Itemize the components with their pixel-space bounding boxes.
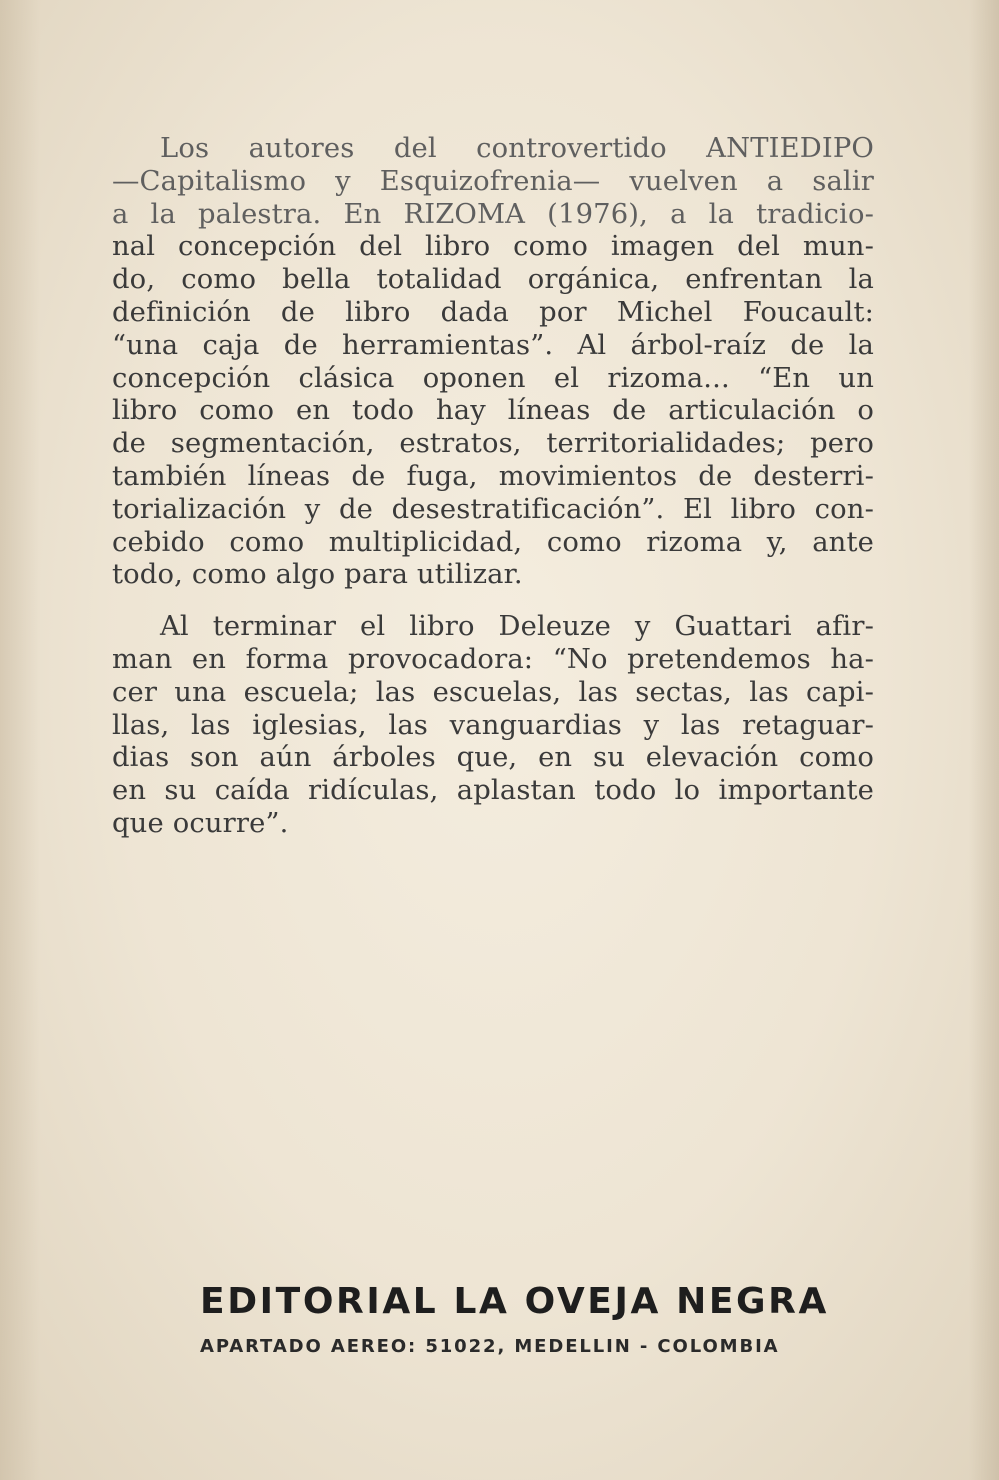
text-line: do, como bella totalidad orgánica, enfrentan la xyxy=(112,264,874,296)
text-line: nal concepción del libro como imagen del mun- xyxy=(112,231,874,263)
publisher-imprint xyxy=(200,1281,829,1357)
blurb-paragraph-2 xyxy=(112,611,874,841)
text-line: en su caída ridículas, aplastan todo lo importante xyxy=(112,775,874,807)
text-line: que ocurre”. xyxy=(112,807,289,839)
text-line: libro como en todo hay líneas de articulación o xyxy=(112,395,874,427)
back-cover-blurb xyxy=(112,133,874,841)
text-line: definición de libro dada por Michel Foucault: xyxy=(112,296,874,328)
text-line: Los autores del controvertido ANTIEDIPO xyxy=(160,133,874,164)
text-line: concepción clásica oponen el rizoma... “En un xyxy=(112,362,874,394)
text-line: llas, las iglesias, las vanguardias y las retaguar- xyxy=(112,709,874,741)
text-line: —Capitalismo y Esquizofrenia— vuelven a salir xyxy=(112,165,874,197)
text-line: cebido como multiplicidad, como rizoma y, ante xyxy=(112,526,874,558)
text-line: man en forma provocadora: “No pretendemos ha- xyxy=(112,643,874,675)
page-edge-shadow-right xyxy=(969,0,999,1480)
blurb-paragraph-1 xyxy=(112,133,874,592)
text-line: cer una escuela; las escuelas, las sectas, las capi- xyxy=(112,676,874,708)
text-line: torialización y de desestratificación”. El libro con- xyxy=(112,493,874,525)
text-line: dias son aún árboles que, en su elevación como xyxy=(112,742,874,774)
text-line: de segmentación, estratos, territorialidades; pero xyxy=(112,428,874,460)
text-line: a la palestra. En RIZOMA (1976), a la tradicio- xyxy=(112,198,874,230)
text-line: todo, como algo para utilizar. xyxy=(112,559,523,591)
text-line: Al terminar el libro Deleuze y Guattari afir- xyxy=(160,611,874,643)
text-line: también líneas de fuga, movimientos de desterri- xyxy=(112,460,874,492)
publisher-address: APARTADO AEREO: 51022, MEDELLIN - COLOMBIA xyxy=(200,1336,780,1357)
publisher-name: EDITORIAL LA OVEJA NEGRA xyxy=(200,1281,829,1322)
text-line: “una caja de herramientas”. Al árbol-raíz de la xyxy=(112,329,874,361)
page-edge-shadow-left xyxy=(0,0,40,1480)
